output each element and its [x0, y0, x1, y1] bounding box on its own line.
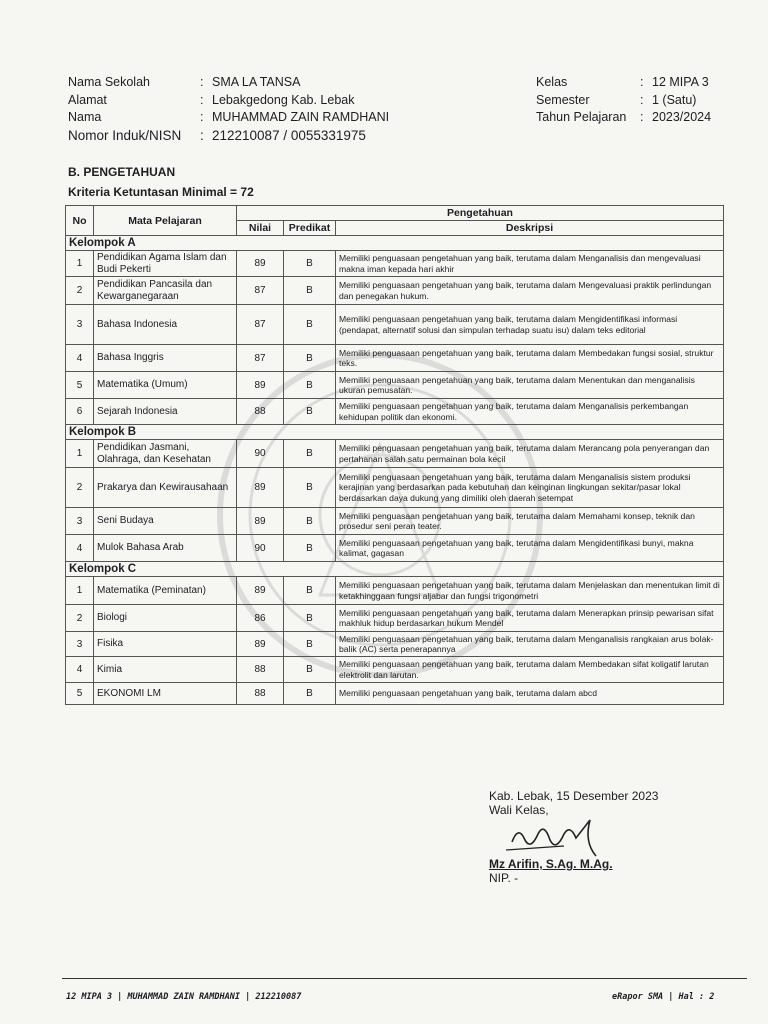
description-cell: Memiliki penguasaan pengetahuan yang baik, terutama dalam Membedakan fungsi sosial, struktur teks.: [336, 345, 724, 372]
table-row: [66, 632, 724, 657]
table-row: [66, 535, 724, 562]
row-number: 3: [66, 508, 94, 535]
score-cell: 89: [237, 251, 284, 277]
grades-table: [65, 205, 724, 705]
score-cell: 87: [237, 277, 284, 305]
group-row: [66, 236, 724, 251]
row-number: 1: [66, 440, 94, 468]
predicate-cell: B: [284, 372, 336, 399]
score-cell: 90: [237, 440, 284, 468]
row-number: 4: [66, 657, 94, 683]
description-cell: Memiliki penguasaan pengetahuan yang baik, terutama dalam Menganalisis perkembangan kehidupan politik dan ekonomi.: [336, 399, 724, 425]
description-cell: Memiliki penguasaan pengetahuan yang baik, terutama dalam Mengevaluasi praktik perlindungan dan penegakan hukum.: [336, 277, 724, 305]
subject-cell: Prakarya dan Kewirausahaan: [94, 468, 237, 508]
header-description: Deskripsi: [336, 221, 724, 236]
address-value: Lebakgedong Kab. Lebak: [212, 92, 355, 107]
table-row: [66, 657, 724, 683]
table-row: [66, 399, 724, 425]
score-cell: 89: [237, 508, 284, 535]
school-value: SMA LA TANSA: [212, 75, 301, 89]
subject-cell: Bahasa Inggris: [94, 345, 237, 372]
subject-cell: Pendidikan Jasmani, Olahraga, dan Kesehatan: [94, 440, 237, 468]
subject-cell: Matematika (Umum): [94, 372, 237, 399]
score-cell: 89: [237, 372, 284, 399]
predicate-cell: B: [284, 657, 336, 683]
description-cell: Memiliki penguasaan pengetahuan yang baik, terutama dalam Menerapkan prinsip pewarisan sifat makhluk hidup berdasarkan hukum Mendel: [336, 605, 724, 632]
group-name: Kelompok A: [66, 236, 724, 251]
predicate-cell: B: [284, 535, 336, 562]
separator: :: [640, 75, 644, 89]
subject-cell: Pendidikan Pancasila dan Kewarganegaraan: [94, 277, 237, 305]
description-cell: Memiliki penguasaan pengetahuan yang baik, terutama dalam Menganalisis rangkaian arus bolak-balik (AC) serta penerapannya: [336, 632, 724, 657]
table-row: [66, 508, 724, 535]
nisn-row: [68, 127, 389, 145]
table-row: [66, 683, 724, 705]
score-cell: 90: [237, 535, 284, 562]
kkm-line: [68, 185, 254, 199]
table-row: [66, 605, 724, 632]
row-number: 1: [66, 577, 94, 605]
row-number: 4: [66, 345, 94, 372]
group-row: [66, 562, 724, 577]
predicate-cell: B: [284, 440, 336, 468]
score-cell: 89: [237, 468, 284, 508]
description-cell: Memiliki penguasaan pengetahuan yang baik, terutama dalam Menjelaskan dan menentukan limit di ketakhinggaan fungsi aljabar dan fungsi trigonometri: [336, 577, 724, 605]
row-number: 2: [66, 468, 94, 508]
table-row: [66, 372, 724, 399]
predicate-cell: B: [284, 605, 336, 632]
score-cell: 87: [237, 345, 284, 372]
description-cell: Memiliki penguasaan pengetahuan yang baik, terutama dalam abcd: [336, 683, 724, 705]
score-cell: 88: [237, 657, 284, 683]
header-subject: Mata Pelajaran: [94, 206, 237, 236]
row-number: 4: [66, 535, 94, 562]
footer-divider: [62, 978, 747, 979]
subject-cell: Mulok Bahasa Arab: [94, 535, 237, 562]
score-cell: 89: [237, 577, 284, 605]
score-cell: 86: [237, 605, 284, 632]
semester-value: 1 (Satu): [652, 92, 697, 107]
separator: :: [640, 92, 644, 107]
school-label: Nama Sekolah: [68, 75, 150, 89]
description-cell: Memiliki penguasaan pengetahuan yang baik, terutama dalam Memahami konsep, teknik dan prosedur seni peran teater.: [336, 508, 724, 535]
score-cell: 89: [237, 632, 284, 657]
nisn-label: Nomor Induk/NISN: [68, 127, 182, 143]
predicate-cell: B: [284, 251, 336, 277]
row-number: 2: [66, 277, 94, 305]
predicate-cell: B: [284, 632, 336, 657]
place-date: Kab. Lebak, 15 Desember 2023: [489, 789, 659, 803]
table-row: [66, 277, 724, 305]
predicate-cell: B: [284, 345, 336, 372]
subject-cell: Bahasa Indonesia: [94, 305, 237, 345]
separator: :: [200, 92, 204, 107]
subject-cell: Biologi: [94, 605, 237, 632]
row-number: 3: [66, 632, 94, 657]
name-label: Nama: [68, 110, 102, 124]
score-cell: 88: [237, 399, 284, 425]
score-cell: 87: [237, 305, 284, 345]
header-knowledge: Pengetahuan: [237, 206, 724, 221]
year-label: Tahun Pelajaran: [536, 110, 627, 124]
table-header-row: [66, 206, 724, 221]
grades-body: [66, 236, 724, 705]
description-cell: Memiliki penguasaan pengetahuan yang baik, terutama dalam Menentukan dan menganalisis ukuran pemusatan.: [336, 372, 724, 399]
subject-cell: Sejarah Indonesia: [94, 399, 237, 425]
header-score: Nilai: [237, 221, 284, 236]
subject-cell: Seni Budaya: [94, 508, 237, 535]
subject-cell: Kimia: [94, 657, 237, 683]
address-label: Alamat: [68, 92, 107, 107]
row-number: 2: [66, 605, 94, 632]
predicate-cell: B: [284, 399, 336, 425]
separator: :: [200, 75, 204, 89]
table-row: [66, 468, 724, 508]
subject-cell: EKONOMI LM: [94, 683, 237, 705]
kkm-label: Kriteria Ketuntasan Minimal =: [68, 185, 238, 199]
header-predicate: Predikat: [284, 221, 336, 236]
score-cell: 88: [237, 683, 284, 705]
name-row: [68, 109, 389, 127]
address-row: [68, 92, 389, 110]
row-number: 6: [66, 399, 94, 425]
row-number: 5: [66, 683, 94, 705]
row-number: 1: [66, 251, 94, 277]
table-row: [66, 440, 724, 468]
footer-right: eRapor SMA | Hal : 2: [612, 992, 715, 1002]
row-number: 5: [66, 372, 94, 399]
header-no: No: [66, 206, 94, 236]
table-row: [66, 345, 724, 372]
student-info-left: [68, 74, 389, 144]
year-row: [536, 109, 711, 127]
subject-cell: Matematika (Peminatan): [94, 577, 237, 605]
nisn-value: 212210087 / 0055331975: [212, 127, 366, 143]
signature-block: [489, 789, 658, 885]
table-row: [66, 251, 724, 277]
description-cell: Memiliki penguasaan pengetahuan yang baik, terutama dalam Merancang pola penyerangan dan pertahanan salah satu permainan bola kecil: [336, 440, 724, 468]
description-cell: Memiliki penguasaan pengetahuan yang baik, terutama dalam Menganalisis dan mengevaluasi makna iman kepada hari akhir: [336, 251, 724, 277]
year-value: 2023/2024: [652, 110, 712, 124]
subject-cell: Pendidikan Agama Islam dan Budi Pekerti: [94, 251, 237, 277]
predicate-cell: B: [284, 683, 336, 705]
description-cell: Memiliki penguasaan pengetahuan yang baik, terutama dalam Membedakan sifat koligatif larutan elektrolit dan larutan.: [336, 657, 724, 683]
footer-left: 12 MIPA 3 | MUHAMMAD ZAIN RAMDHANI | 212210087: [66, 992, 302, 1002]
predicate-cell: B: [284, 577, 336, 605]
signatory-name: Mz Arifin, S.Ag. M.Ag.: [489, 857, 613, 871]
class-value: 12 MIPA 3: [652, 75, 709, 89]
description-cell: Memiliki penguasaan pengetahuan yang baik, terutama dalam Mengidentifikasi informasi (pendapat, alternatif solusi dan simpulan terhadap suatu isu) dalam teks editorial: [336, 305, 724, 345]
predicate-cell: B: [284, 508, 336, 535]
name-value: MUHAMMAD ZAIN RAMDHANI: [212, 110, 390, 124]
student-info-right: [536, 74, 711, 127]
signatory-nip: NIP. -: [489, 871, 519, 885]
predicate-cell: B: [284, 305, 336, 345]
class-label: Kelas: [536, 75, 568, 89]
group-name: Kelompok B: [66, 425, 724, 440]
table-row: [66, 577, 724, 605]
predicate-cell: B: [284, 277, 336, 305]
group-row: [66, 425, 724, 440]
predicate-cell: B: [284, 468, 336, 508]
kkm-value: 72: [240, 185, 254, 199]
description-cell: Memiliki penguasaan pengetahuan yang baik, terutama dalam Menganalisis sistem produksi kerajinan yang berdasarkan pada kebutuhan dan keinginan lingkungan sekitar/pasar lokal berdasarkan daya dukung yang dimiliki oleh daerah setempat: [336, 468, 724, 508]
separator: :: [200, 127, 204, 143]
separator: :: [200, 110, 204, 124]
section-title: B. PENGETAHUAN: [68, 165, 176, 179]
separator: :: [640, 110, 644, 124]
description-cell: Memiliki penguasaan pengetahuan yang baik, terutama dalam Mengidentifikasi bunyi, makna kalimat, gagasan: [336, 535, 724, 562]
signature-role: Wali Kelas,: [489, 803, 549, 817]
subject-cell: Fisika: [94, 632, 237, 657]
group-name: Kelompok C: [66, 562, 724, 577]
school-row: [68, 74, 389, 92]
semester-row: [536, 92, 711, 110]
table-row: [66, 305, 724, 345]
class-row: [536, 74, 711, 92]
semester-label: Semester: [536, 92, 590, 107]
row-number: 3: [66, 305, 94, 345]
